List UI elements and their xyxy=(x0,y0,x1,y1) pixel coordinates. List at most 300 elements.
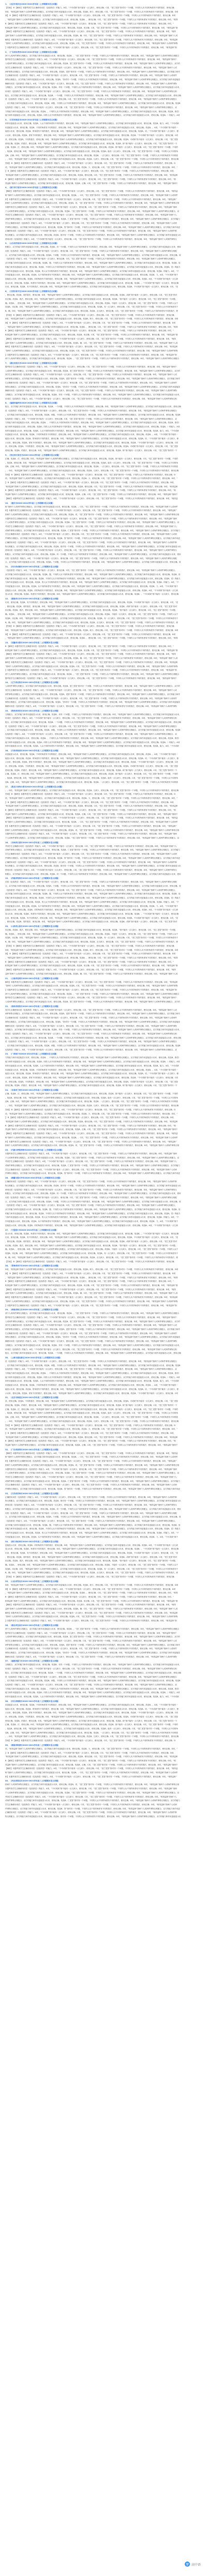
question-section xyxy=(5,1356,198,1395)
answer-line: 考查学生正确使用词语（包括熟语）的能力。A项，“不可或缺”指不能有一点儿缺少，使用正确；C项，“见仁见智”指对同一个问题，不同的人从不同的角度有不同的看法，使用正确；D项，“相得益彰”指两个人 xyxy=(5,214,177,216)
answer-line: 生正确使用词语（包括熟语）的能力。A项，“不可或缺”指不能有一点儿缺少，使用正确；C项，“见仁见智”指对同一个问题，不同的人从不同的角度有不同的看法，使用正确；D项，“相得益彰”指两个人或两件 xyxy=(5,1017,177,1019)
answer-line: 【答案】 B 【解析】本题考查学生正确使用词语（包括熟语）的能力。A项，“不可或缺”指不能有一点儿缺少，使用正确；C项，“见仁见智”指对同一个问题，不同的人从不同的角度有不同的看法，使用正确； xyxy=(5,625,176,628)
answer-line: 用词语（包括熟语）的能力。A项，“不可或缺”指不能有一点儿缺少，使用正确；C项，“见仁见智”指对同一个问题，不同的人从不同的角度有不同的看法，使用正确；D项，“相得益彰”指两个人或两件事物互相 xyxy=(5,397,177,400)
answer-line: 学生正确使用词语（包括熟语）的能力。A项，“不可或缺”指不能有一点儿缺少，使用正确；C项，“见仁见智”指对同一个问题，不同的人从不同的角度有不同的看法，使用正确；D项，“相得益彰”指两个人或两 xyxy=(5,1803,177,1806)
question-section xyxy=(5,1624,198,1659)
question-section xyxy=(5,1779,198,1819)
answer-line: 指两个人或两件事物互相配合，双方的能力和作用更能显示出来，使用正确。故选B。项，“见仁见智”指对同一个问题，不同的人从不同的角度有不同的看法，使用正确；D项，“相得益彰”指两个人或两件事物互相 xyxy=(5,513,180,516)
answer-line: 题考查学生正确使用词语（包括熟语）的能力。A项，“不可或缺”指不能有一点儿缺少，使用正确；C项，“见仁见智”指对同一个问题，不同的人从不同的角度有不同的看法，使用正确；D项，“相得益彰”指两个 xyxy=(5,1632,177,1634)
answer-line: 两个人或两件事物互相配合，双方的能力和作用更能显示出来，使用正确。故选B。，“见仁见智”指对同一个问题，不同的人从不同的角度有不同的看法，使用正确；D项，“相得益彰”指两个人或两件事物互相配合 xyxy=(5,992,180,995)
answer-line: 或两件事物互相配合，双方的能力和作用更能显示出来，使用正确。故选B。仁见智”指对同一个问题，不同的人从不同的角度有不同的看法，使用正确；D项，“相得益彰”指两个人或两件事物互相配合，双方的能力 xyxy=(5,1799,180,1802)
answer-line: 正确使用词语（包括熟语）的能力。A项，“不可或缺”指不能有一点儿缺少，使用正确；C项，“见仁见智”指对同一个问题，不同的人从不同的角度有不同的看法，使用正确；D项，“相得益彰”指两个人或两件事 xyxy=(5,1811,177,1814)
section-title: 20、（山西省太原市2020-2021学年高三上学期期末语文试题） xyxy=(5,925,60,928)
answer-line: 。；D项，“相得益彰”指两个人或两件事物互相配合，双方的能力和作用更能显示出来，使用正确。故选B。儿缺少，使用正确；C项，“见仁见智”指对同一个问题，不同的人从不同的角度有不同的看法，使用正确 xyxy=(5,1735,179,1738)
answer-line: 作用更能显示出来，使用正确。故选B。从不同的角度有不同的看法，使用正确；D项，“相得益彰”指两个人或两件事物互相配合，双方的能力和作用更能显示出来，使用正确。故选B。力。A项，“不可或缺”指不 xyxy=(5,585,178,587)
answer-line: 得益彰”指两个人或两件事物互相配合，双方的能力和作用更能显示出来，使用正确。故选B。正确；C项，“见仁见智”指对同一个问题，不同的人从不同的角度有不同的看法，使用正确；D项，“相得益彰”指两个 xyxy=(5,1444,178,1447)
answer-line: 事物互相配合，双方的能力和作用更能显示出来，使用正确。故选B。”指对同一个问题，不同的人从不同的角度有不同的看法，使用正确；D项，“相得益彰”指两个人或两件事物互相配合，双方的能力和作用更能显 xyxy=(5,385,180,388)
answer-line: 正确。故选B。法，使用正确；D项，“相得益彰”指两个人或两件事物互相配合，双方的能力和作用更能显示出来，使用正确。故选B。指不能有一点儿缺少，使用正确；C项，“见仁见智”指对同一个问题，不同的 xyxy=(5,1724,178,1726)
section-title: 37、（福建省厦门市2020-2021学年高二上学期期末语文试题） xyxy=(5,1660,60,1663)
answer-line: 。；D项，“相得益彰”指两个人或两件事物互相配合，双方的能力和作用更能显示出来，使用正确。故选B。儿缺少，使用正确；C项，“见仁见智”指对同一个问题，不同的人从不同的角度有不同的看法，使用正确 xyxy=(5,1420,179,1422)
answer-line: 和作用更能显示出来，使用正确。故选B。人从不同的角度有不同的看法，使用正确；D项，“相得益彰”指两个人或两件事物互相配合，双方的能力和作用更能显示出来，使用正确。故选B。能力。A项，“不可或缺 xyxy=(5,1380,179,1383)
answer-line: 答案】 B 【解析】本题考查学生正确使用词语（包括熟语）的能力。A项，“不可或缺”指不能有一点儿缺少，使用正确；C项，“见仁见智”指对同一个问题，不同的人从不同的角度有不同的看法，使用正确；D xyxy=(5,1424,175,1426)
answer-line: ”指两个人或两件事物互相配合，双方的能力和作用更能显示出来，使用正确。故选B。C项，“见仁见智”指对同一个问题，不同的人从不同的角度有不同的看法，使用正确；D项，“相得益彰”指两个人或两件事物 xyxy=(5,42,178,45)
answer-line: 来，使用正确。故选B。不同的看法，使用正确；D项，“相得益彰”指两个人或两件事物互相配合，双方的能力和作用更能显示出来，使用正确。故选B。可或缺”指不能有一点儿缺少，使用正确；C项，“见仁见智 xyxy=(5,1080,178,1083)
answer-line: 】本题考查学生正确使用词语（包括熟语）的能力。A项，“不可或缺”指不能有一点儿缺少，使用正确；C项，“见仁见智”指对同一个问题，不同的人从不同的角度有不同的看法，使用正确；D项，“相得益彰”指 xyxy=(5,1620,177,1622)
question-section xyxy=(5,118,198,185)
answer-line: ，“相得益彰”指两个人或两件事物互相配合，双方的能力和作用更能显示出来，使用正确。故选B。，使用正确；C项，“见仁见智”指对同一个问题，不同的人从不同的角度有不同的看法，使用正确；D项，“相得 xyxy=(5,1592,178,1594)
section-title: 28、（青海省西宁市2020-2021学年高三上学期期末语文试题） xyxy=(5,1265,60,1267)
answer-line: 确使用词语（包括熟语）的能力。A项，“不可或缺”指不能有一点儿缺少，使用正确；C项，“见仁见智”指对同一个问题，不同的人从不同的角度有不同的看法，使用正确；D项，“相得益彰”指两个人或两件事物 xyxy=(5,1340,177,1343)
answer-line: 解析】本题考查学生正确使用词语（包括熟语）的能力。A项，“不可或缺”指不能有一点儿缺少，使用正确；C项，“见仁见智”指对同一个问题，不同的人从不同的角度有不同的看法，使用正确；D项，“相得益彰 xyxy=(5,981,178,983)
answer-line: 案】 B 【解析】本题考查学生正确使用词语（包括熟语）的能力。A项，“不可或缺”指不能有一点儿缺少，使用正确；C项，“见仁见智”指对同一个问题，不同的人从不同的角度有不同的看法，使用正确；D项 xyxy=(5,953,175,955)
section-title: 24、（甘肃省兰州市2020-2021学年高三上学期期末语文试题） xyxy=(5,1089,60,1092)
answer-line: 用更能显示出来，使用正确。故选B。不同的角度有不同的看法，使用正确；D项，“相得益彰”指两个人或两件事物互相配合，双方的能力和作用更能显示出来，使用正确。故选B。。A项，“不可或缺”指不能有一 xyxy=(5,1384,178,1387)
question-section xyxy=(5,841,198,877)
answer-line: 个人或两件事物互相配合，双方的能力和作用更能显示出来，使用正确。故选B。“见仁见智”指对同一个问题，不同的人从不同的角度有不同的看法，使用正确；D项，“相得益彰”指两个人或两件事物互相配合，双 xyxy=(5,1472,180,1475)
answer-line: 正确。故选B。法，使用正确；D项，“相得益彰”指两个人或两件事物互相配合，双方的能力和作用更能显示出来，使用正确。故选B。指不能有一点儿缺少，使用正确；C项，“见仁见智”指对同一个问题，不同的 xyxy=(5,1093,178,1095)
answer-line: ，双方的能力和作用更能显示出来，使用正确。故选B。问题，不同的人从不同的角度有不同的看法，使用正确；D项，“相得益彰”指两个人或两件事物互相配合，双方的能力和作用更能显示出来，使用正确。故选B xyxy=(5,1045,181,1047)
answer-line: 物互相配合，双方的能力和作用更能显示出来，使用正确。故选B。指对同一个问题，不同的人从不同的角度有不同的看法，使用正确；D项，“相得益彰”指两个人或两件事物互相配合，双方的能力和作用更能显示出 xyxy=(5,1184,181,1187)
question-section xyxy=(5,51,198,118)
answer-line: B 【解析】本题考查学生正确使用词语（包括熟语）的能力。A项，“不可或缺”指不能有一点儿缺少，使用正确；C项，“见仁见智”指对同一个问题，不同的人从不同的角度有不同的看法，使用正确；D项，“ xyxy=(5,1280,174,1283)
answer-line: 用词语（包括熟语）的能力。A项，“不可或缺”指不能有一点儿缺少，使用正确；C项，“见仁见智”指对同一个问题，不同的人从不同的角度有不同的看法，使用正确；D项，“相得益彰”指两个人或两件事物互相 xyxy=(5,1348,177,1351)
section-title: 26、（新疆乌鲁木齐市2020-2021学年高三上学期期末语文试题） xyxy=(5,1177,62,1180)
answer-line: 。故选B。使用正确；D项，“相得益彰”指两个人或两件事物互相配合，双方的能力和作用更能显示出来，使用正确。故选B。能有一点儿缺少，使用正确；C项，“见仁见智”指对同一个问题，不同的人从不同的角 xyxy=(5,1412,178,1415)
answer-line: ，“相得益彰”指两个人或两件事物互相配合，双方的能力和作用更能显示出来，使用正确。故选B。，使用正确；C项，“见仁见智”指对同一个问题，不同的人从不同的角度有不同的看法，使用正确；D项，“相得 xyxy=(5,1276,178,1279)
answer-line: 答案】 B 【解析】本题考查学生正确使用词语（包括熟语）的能力。A项，“不可或缺”指不能有一点儿缺少，使用正确；C项，“见仁见智”指对同一个问题，不同的人从不同的角度有不同的看法，使用正确；D xyxy=(5,1108,175,1111)
answer-line: B 【解析】本题考查学生正确使用词语（包括熟语）的能力。A项，“不可或缺”指不能有一点儿缺少，使用正确；C项，“见仁见智”指对同一个问题，不同的人从不同的角度有不同的看法，使用正确；D项，“ xyxy=(5,645,174,648)
answer-line: 事物互相配合，双方的能力和作用更能显示出来，使用正确。故选B。”指对同一个问题，不同的人从不同的角度有不同的看法，使用正确；D项，“相得益彰”指两个人或两件事物互相配合，双方的能力和作用更能显 xyxy=(5,1020,180,1023)
answer-line: 力和作用更能显示出来，使用正确。故选B。的人从不同的角度有不同的看法，使用正确；D项，“相得益彰”指两个人或两件事物互相配合，双方的能力和作用更能显示出来，使用正确。故选B。的能力。A项，“不 xyxy=(5,270,179,272)
question-section xyxy=(5,1005,198,1052)
answer-line: D项，“相得益彰”指两个人或两件事物互相配合，双方的能力和作用更能显示出来，使用正确。故选B。缺少，使用正确；C项，“见仁见智”指对同一个问题，不同的人从不同的角度有不同的看法，使用正确；D项 xyxy=(5,318,179,320)
answer-line: 能显示出来，使用正确。故选B。的角度有不同的看法，使用正确；D项，“相得益彰”指两个人或两件事物互相配合，双方的能力和作用更能显示出来，使用正确。故选B。项，“不可或缺”指不能有一点儿缺少，使 xyxy=(5,1388,179,1390)
answer-line: 指两个人或两件事物互相配合，双方的能力和作用更能显示出来，使用正确。故选B。项，“见仁见智”指对同一个问题，不同的人从不同的角度有不同的看法，使用正确；D项，“相得益彰”指两个人或两件事物互相 xyxy=(5,1783,180,1786)
answer-line: 相得益彰”指两个人或两件事物互相配合，双方的能力和作用更能显示出来，使用正确。故选B。用正确；C项，“见仁见智”指对同一个问题，不同的人从不同的角度有不同的看法，使用正确；D项，“相得益彰”指 xyxy=(5,334,178,336)
answer-line: 案】 B 【解析】本题考查学生正确使用词语（包括熟语）的能力。A项，“不可或缺”指不能有一点儿缺少，使用正确；C项，“见仁见智”指对同一个问题，不同的人从不同的角度有不同的看法，使用正确；D项 xyxy=(5,322,175,324)
section-title: 16、（江西省南昌市2020-2021学年高三上学期期末语文试题） xyxy=(5,749,60,752)
answer-line: 的能力和作用更能显示出来，使用正确。故选B。不同的人从不同的角度有不同的看法，使用正确；D项，“相得益彰”指两个人或两件事物互相配合，双方的能力和作用更能显示出来，使用正确。故选B。语）的能力 xyxy=(5,577,181,580)
answer-line: B。确；D项，“相得益彰”指两个人或两件事物互相配合，双方的能力和作用更能显示出来，使用正确。故选B。点儿缺少，使用正确；C项，“见仁见智”指对同一个问题，不同的人从不同的角度有不同的看法，使 xyxy=(5,941,178,943)
answer-line: 用更能显示出来，使用正确。故选B。不同的角度有不同的看法，使用正确；D项，“相得益彰”指两个人或两件事物互相配合，双方的能力和作用更能显示出来，使用正确。故选B。。A项，“不可或缺”指不能有一 xyxy=(5,1703,178,1706)
answer-line: ，使用正确。故选B。同的看法，使用正确；D项，“相得益彰”指两个人或两件事物互相配合，双方的能力和作用更能显示出来，使用正确。故选B。或缺”指不能有一点儿缺少，使用正确；C项，“见仁见智”指对 xyxy=(5,294,178,297)
answer-line: 本题考查学生正确使用词语（包括熟语）的能力。A项，“不可或缺”指不能有一点儿缺少，使用正确；C项，“见仁见智”指对同一个问题，不同的人从不同的角度有不同的看法，使用正确；D项，“相得益彰”指两 xyxy=(5,517,177,520)
answer-line: 力和作用更能显示出来，使用正确。故选B。的人从不同的角度有不同的看法，使用正确；D项，“相得益彰”指两个人或两件事物互相配合，双方的能力和作用更能显示出来，使用正确。故选B。的能力。A项，“不 xyxy=(5,1532,179,1534)
answer-line: 方的能力和作用更能显示出来，使用正确。故选B。，不同的人从不同的角度有不同的看法，使用正确；D项，“相得益彰”指两个人或两件事物互相配合，双方的能力和作用更能显示出来，使用正确。故选B。熟语） xyxy=(5,422,181,424)
answer-line: 】本题考查学生正确使用词语（包括熟语）的能力。A项，“不可或缺”指不能有一点儿缺少，使用正确；C项，“见仁见智”指对同一个问题，不同的人从不同的角度有不同的看法，使用正确；D项，“相得益彰”指 xyxy=(5,988,177,991)
section-title: 35、（山东省青岛市2020-2021学年高二上学期期末语文试题） xyxy=(5,1580,60,1582)
answer-line: 本题考查学生正确使用词语（包括熟语）的能力。A项，“不可或缺”指不能有一点儿缺少，使用正确；C项，“见仁见智”指对同一个问题，不同的人从不同的角度有不同的看法，使用正确；D项，“相得益彰”指两 xyxy=(5,1468,177,1470)
answer-line: ，使用正确。故选B。同的看法，使用正确；D项，“相得益彰”指两个人或两件事物互相配合，双方的能力和作用更能显示出来，使用正确。故选B。或缺”指不能有一点儿缺少，使用正确；C项，“见仁见智”指对 xyxy=(5,921,178,923)
answer-line: 包括熟语）的能力。A项，“不可或缺”指不能有一点儿缺少，使用正确；C项，“见仁见智”指对同一个问题，不同的人从不同的角度有不同的看法，使用正确；D项，“相得益彰”指两个人或两件事物互相配合，双 xyxy=(5,417,177,420)
question-section xyxy=(5,1659,198,1699)
answer-line: 益彰”指两个人或两件事物互相配合，双方的能力和作用更能显示出来，使用正确。故选B。确；C项，“见仁见智”指对同一个问题，不同的人从不同的角度有不同的看法，使用正确；D项，“相得益彰”指两个人或 xyxy=(5,1608,178,1610)
answer-line: 包括熟语）的能力。A项，“不可或缺”指不能有一点儿缺少，使用正确；C项，“见仁见智”指对同一个问题，不同的人从不同的角度有不同的看法，使用正确；D项，“相得益彰”指两个人或两件事物互相配合，双 xyxy=(5,733,177,736)
answer-line: B 【解析】本题考查学生正确使用词语（包括熟语）的能力。A项，“不可或缺”指不能有一点儿缺少，使用正确；C项，“见仁见智”指对同一个问题，不同的人从不同的角度有不同的看法，使用正确；D项，“ xyxy=(5,22,174,25)
answer-line: 。；D项，“相得益彰”指两个人或两件事物互相配合，双方的能力和作用更能显示出来，使用正确。故选B。儿缺少，使用正确；C项，“见仁见智”指对同一个问题，不同的人从不同的角度有不同的看法，使用正确 xyxy=(5,789,179,792)
answer-line: 相配合，双方的能力和作用更能显示出来，使用正确。故选B。同一个问题，不同的人从不同的角度有不同的看法，使用正确；D项，“相得益彰”指两个人或两件事物互相配合，双方的能力和作用更能显示出来，使用 xyxy=(5,1192,181,1195)
answer-line: 使用正确。故选B。的看法，使用正确；D项，“相得益彰”指两个人或两件事物互相配合，双方的能力和作用更能显示出来，使用正确。故选B。缺”指不能有一点儿缺少，使用正确；C项，“见仁见智”指对同一个 xyxy=(5,769,178,771)
answer-line: 相配合，双方的能力和作用更能显示出来，使用正确。故选B。同一个问题，不同的人从不同的角度有不同的看法，使用正确；D项，“相得益彰”指两个人或两件事物互相配合，双方的能力和作用更能显示出来，使用 xyxy=(5,246,181,249)
answer-line: 包括熟语）的能力。A项，“不可或缺”指不能有一点儿缺少，使用正确；C项，“见仁见智”指对同一个问题，不同的人从不同的角度有不同的看法，使用正确；D项，“相得益彰”指两个人或两件事物互相配合，双 xyxy=(5,106,177,108)
answer-line: B 【解析】本题考查学生正确使用词语（包括熟语）的能力。A项，“不可或缺”指不能有一点儿缺少，使用正确；C项，“见仁见智”指对同一个问题，不同的人从不同的角度有不同的看法，使用正确；D项，“相 xyxy=(5,489,176,492)
answer-line: 语（包括熟语）的能力。A项，“不可或缺”指不能有一点儿缺少，使用正确；C项，“见仁见智”指对同一个问题，不同的人从不同的角度有不同的看法，使用正确；D项，“相得益彰”指两个人或两件事物互相配合 xyxy=(5,98,177,101)
answer-line: 】 B 【解析】本题考查学生正确使用词语（包括熟语）的能力。A项，“不可或缺”指不能有一点儿缺少，使用正确；C项，“见仁见智”指对同一个问题，不同的人从不同的角度有不同的看法，使用正确；D项， xyxy=(5,170,175,173)
answer-line: 两件事物互相配合，双方的能力和作用更能显示出来，使用正确。故选B。见智”指对同一个问题，不同的人从不同的角度有不同的看法，使用正确；D项，“相得益彰”指两个人或两件事物互相配合，双方的能力和作 xyxy=(5,378,180,380)
answer-line: 【解析】本题考查学生正确使用词语（包括熟语）的能力。A项，“不可或缺”指不能有一点儿缺少，使用正确；C项，“见仁见智”指对同一个问题，不同的人从不同的角度有不同的看法，使用正确；D项，“相得 xyxy=(5,969,176,971)
section-title: 33、（江苏省苏州市2020-2021学年高二上学期期末语文试题） xyxy=(5,1492,60,1495)
answer-line: D项，“相得益彰”指两个人或两件事物互相配合，双方的能力和作用更能显示出来，使用正确。故选B。缺少，使用正确；C项，“见仁见智”指对同一个问题，不同的人从不同的角度有不同的看法，使用正确；D项 xyxy=(5,1584,179,1586)
answer-line: 来，使用正确。故选B。不同的看法，使用正确；D项，“相得益彰”指两个人或两件事物互相配合，双方的能力和作用更能显示出来，使用正确。故选B。可或缺”指不能有一点儿缺少，使用正确；C项，“见仁见智 xyxy=(5,1400,178,1403)
answer-line: 选B。正确；D项，“相得益彰”指两个人或两件事物互相配合，双方的能力和作用更能显示出来，使用正确。故选B。一点儿缺少，使用正确；C项，“见仁见智”指对同一个问题，不同的人从不同的角度有不同的看 xyxy=(5,465,178,468)
section-title: 21、（云南省昆明市2020-2021学年高二上学期期末语文试题） xyxy=(5,977,60,980)
answer-line: 得益彰”指两个人或两件事物互相配合，双方的能力和作用更能显示出来，使用正确。故选B。正确；C项，“见仁见智”指对同一个问题，不同的人从不同的角度有不同的看法，使用正确；D项，“相得益彰”指两个 xyxy=(5,493,178,496)
answer-line: 正确。故选B。法，使用正确；D项，“相得益彰”指两个人或两件事物互相配合，双方的能力和作用更能显示出来，使用正确。故选B。指不能有一点儿缺少，使用正确；C项，“见仁见智”指对同一个问题，不同的 xyxy=(5,773,178,775)
question-section xyxy=(5,565,198,597)
answer-line: 考查学生正确使用词语（包括熟语）的能力。A项，“不可或缺”指不能有一点儿缺少，使用正确；C项，“见仁见智”指对同一个问题，不同的人从不同的角度有不同的看法，使用正确；D项，“相得益彰”指两个人 xyxy=(5,525,177,528)
answer-line: 的能力和作用更能显示出来，使用正确。故选B。不同的人从不同的角度有不同的看法，使用正确；D项，“相得益彰”指两个人或两件事物互相配合，双方的能力和作用更能显示出来，使用正确。故选B。语）的能力 xyxy=(5,266,181,268)
answer-line: 【解析】本题考查学生正确使用词语（包括熟语）的能力。A项，“不可或缺”指不能有一点儿缺少，使用正确；C项，“见仁见智”指对同一个问题，不同的人从不同的角度有不同的看法，使用正确；D项，“相得益 xyxy=(5,190,178,193)
section-title: 25、（内蒙古呼和浩特市2020-2021学年高二上学期期末语文试题） xyxy=(5,1149,64,1151)
answer-line: 生正确使用词语（包括熟语）的能力。A项，“不可或缺”指不能有一点儿缺少，使用正确；C项，“见仁见智”指对同一个问题，不同的人从不同的角度有不同的看法，使用正确；D项，“相得益彰”指两个人或两件 xyxy=(5,381,177,384)
answer-line: 配合，双方的能力和作用更能显示出来，使用正确。故选B。一个问题，不同的人从不同的角度有不同的看法，使用正确；D项，“相得益彰”指两个人或两件事物互相配合，双方的能力和作用更能显示出来，使用正确 xyxy=(5,406,181,408)
answer-line: 配合，双方的能力和作用更能显示出来，使用正确。故选B。一个问题，不同的人从不同的角度有不同的看法，使用正确；D项，“相得益彰”指两个人或两件事物互相配合，双方的能力和作用更能显示出来，使用正确 xyxy=(5,94,181,97)
question-section xyxy=(5,681,198,708)
answer-line: 和作用更能显示出来，使用正确。故选B。人从不同的角度有不同的看法，使用正确；D项，“相得益彰”指两个人或两件事物互相配合，双方的能力和作用更能显示出来，使用正确。故选B。能力。A项，“不可或缺 xyxy=(5,1064,179,1067)
question-section xyxy=(5,502,198,565)
answer-line: 用正确。故选B。看法，使用正确；D项，“相得益彰”指两个人或两件事物互相配合，双方的能力和作用更能显示出来，使用正确。故选B。”指不能有一点儿缺少，使用正确；C项，“见仁见智”指对同一个问题， xyxy=(5,609,178,612)
answer-line: 【解析】本题考查学生正确使用词语（包括熟语）的能力。A项，“不可或缺”指不能有一点儿缺少，使用正确；C项，“见仁见智”指对同一个问题，不同的人从不同的角度有不同的看法，使用正确；D项，“相得 xyxy=(5,337,176,340)
answer-line: 件事物互相配合，双方的能力和作用更能显示出来，使用正确。故选B。智”指对同一个问题，不同的人从不同的角度有不同的看法，使用正确；D项，“相得益彰”指两个人或两件事物互相配合，双方的能力和作用更 xyxy=(5,1172,180,1175)
answer-line: 语（包括熟语）的能力。A项，“不可或缺”指不能有一点儿缺少，使用正确；C项，“见仁见智”指对同一个问题，不同的人从不同的角度有不同的看法，使用正确；D项，“相得益彰”指两个人或两件事物互相配合 xyxy=(5,410,177,412)
answer-line: “相得益彰”指两个人或两件事物互相配合，双方的能力和作用更能显示出来，使用正确。故选B。使用正确；C项，“见仁见智”指对同一个问题，不同的人从不同的角度有不同的看法，使用正确；D项，“相得益彰 xyxy=(5,485,178,488)
answer-line: 益彰”指两个人或两件事物互相配合，双方的能力和作用更能显示出来，使用正确。故选B。确；C项，“见仁见智”指对同一个问题，不同的人从不同的角度有不同的看法，使用正确；D项，“相得益彰”指两个人或 xyxy=(5,657,178,660)
answer-line: 益彰”指两个人或两件事物互相配合，双方的能力和作用更能显示出来，使用正确。故选B。确；C项，“见仁见智”指对同一个问题，不同的人从不同的角度有不同的看法，使用正确；D项，“相得益彰”指两个人或 xyxy=(5,972,178,975)
answer-line: 两个人或两件事物互相配合，双方的能力和作用更能显示出来，使用正确。故选B。，“见仁见智”指对同一个问题，不同的人从不同的角度有不同的看法，使用正确；D项，“相得益彰”指两个人或两件事物互相配合 xyxy=(5,1627,180,1630)
answer-line: 互相配合，双方的能力和作用更能显示出来，使用正确。故选B。对同一个问题，不同的人从不同的角度有不同的看法，使用正确；D项，“相得益彰”指两个人或两件事物互相配合，双方的能力和作用更能显示出来， xyxy=(5,713,181,716)
answer-line: B。确；D项，“相得益彰”指两个人或两件事物互相配合，双方的能力和作用更能显示出来，使用正确。故选B。点儿缺少，使用正确；C项，“见仁见智”指对同一个问题，不同的人从不同的角度有不同的看法，使 xyxy=(5,1256,178,1259)
question-section xyxy=(5,925,198,976)
answer-line: ”指两个人或两件事物互相配合，双方的能力和作用更能显示出来，使用正确。故选B。C项，“见仁见智”指对同一个问题，不同的人从不同的角度有不同的看法，使用正确；D项，“相得益彰”指两个人或两件事物 xyxy=(5,985,178,987)
answer-line: 示出来，使用正确。故选B。度有不同的看法，使用正确；D项，“相得益彰”指两个人或两件事物互相配合，双方的能力和作用更能显示出来，使用正确。故选B。“不可或缺”指不能有一点儿缺少，使用正确；C项 xyxy=(5,134,178,137)
answer-line: 能显示出来，使用正确。故选B。的角度有不同的看法，使用正确；D项，“相得益彰”指两个人或两件事物互相配合，双方的能力和作用更能显示出来，使用正确。故选B。项，“不可或缺”指不能有一点儿缺少，使 xyxy=(5,1708,179,1710)
answer-line: ，双方的能力和作用更能显示出来，使用正确。故选B。问题，不同的人从不同的角度有不同的看法，使用正确；D项，“相得益彰”指两个人或两件事物互相配合，双方的能力和作用更能显示出来，使用正确。故选B xyxy=(5,1364,181,1367)
section-title: 39、（湖南省株洲市2020-2021学年高二上学期期末语文试题） xyxy=(5,1744,60,1746)
answer-line: 用正确。故选B。看法，使用正确；D项，“相得益彰”指两个人或两件事物互相配合，双方的能力和作用更能显示出来，使用正确。故选B。”指不能有一点儿缺少，使用正确；C项，“见仁见智”指对同一个问题， xyxy=(5,929,178,932)
answer-line: 得益彰”指两个人或两件事物互相配合，双方的能力和作用更能显示出来，使用正确。故选B。正确；C项，“见仁见智”指对同一个问题，不同的人从不同的角度有不同的看法，使用正确；D项，“相得益彰”指两个 xyxy=(5,1763,178,1766)
answer-line: D项，“相得益彰”指两个人或两件事物互相配合，双方的能力和作用更能显示出来，使用正确。故选B。缺少，使用正确；C项，“见仁见智”指对同一个问题，不同的人从不同的角度有不同的看法，使用正确；D项 xyxy=(5,629,179,631)
answer-line: 【解析】本题考查学生正确使用词语（包括熟语）的能力。A项，“不可或缺”指不能有一点儿缺少，使用正确；C项，“见仁见智”指对同一个问题，不同的人从不同的角度有不同的看法，使用正确；D项，“相得益 xyxy=(5,817,178,819)
answer-line: 个人或两件事物互相配合，双方的能力和作用更能显示出来，使用正确。故选B。“见仁见智”指对同一个问题，不同的人从不同的角度有不同的看法，使用正确；D项，“相得益彰”指两个人或两件事物互相配合，双 xyxy=(5,521,180,524)
answer-line: 或两件事物互相配合，双方的能力和作用更能显示出来，使用正确。故选B。仁见智”指对同一个问题，不同的人从不同的角度有不同的看法，使用正确；D项，“相得益彰”指两个人或两件事物互相配合，双方的能力 xyxy=(5,1480,180,1482)
answer-line: 包括熟语）的能力。A项，“不可或缺”指不能有一点儿缺少，使用正确；C项，“见仁见智”指对同一个问题，不同的人从不同的角度有不同的看法，使用正确；D项，“相得益彰”指两个人或两件事物互相配合，双 xyxy=(5,1368,177,1371)
answer-line: 事物互相配合，双方的能力和作用更能显示出来，使用正确。故选B。”指对同一个问题，不同的人从不同的角度有不同的看法，使用正确；D项，“相得益彰”指两个人或两件事物互相配合，双方的能力和作用更能显 xyxy=(5,701,180,704)
answer-line: 和作用更能显示出来，使用正确。故选B。人从不同的角度有不同的看法，使用正确；D项，“相得益彰”指两个人或两件事物互相配合，双方的能力和作用更能显示出来，使用正确。故选B。能力。A项，“不可或缺 xyxy=(5,745,179,748)
answer-line: 确使用词语（包括熟语）的能力。A项，“不可或缺”指不能有一点儿缺少，使用正确；C项，“见仁见智”指对同一个问题，不同的人从不同的角度有不同的看法，使用正确；D项，“相得益彰”指两个人或两件事物 xyxy=(5,1655,177,1658)
answer-line: 【答案】 B 【解析】本题考查学生正确使用词语（包括熟语）的能力。A项，“不可或缺”指不能有一点儿缺少，使用正确；C项，“见仁见智”指对同一个问题，不同的人从不同的角度有不同的看法，使用正确； xyxy=(5,1576,176,1578)
answer-line: 得益彰”指两个人或两件事物互相配合，双方的能力和作用更能显示出来，使用正确。故选B。正确；C项，“见仁见智”指对同一个问题，不同的人从不同的角度有不同的看法，使用正确；D项，“相得益彰”指两个 xyxy=(5,813,178,815)
answer-line: 人或两件事物互相配合，双方的能力和作用更能显示出来，使用正确。故选B。见仁见智”指对同一个问题，不同的人从不同的角度有不同的看法，使用正确；D项，“相得益彰”指两个人或两件事物互相配合，双方的 xyxy=(5,685,180,688)
answer-line: 本题考查学生正确使用词语（包括熟语）的能力。A项，“不可或缺”指不能有一点儿缺少，使用正确；C项，“见仁见智”指对同一个问题，不同的人从不同的角度有不同的看法，使用正确；D项，“相得益彰”指两 xyxy=(5,1788,177,1790)
answer-line: 答案】 B 【解析】本题考查学生正确使用词语（包括熟语）的能力。A项，“不可或缺”指不能有一点儿缺少，使用正确；C项，“见仁见智”指对同一个问题，不同的人从不同的角度有不同的看法，使用正确；D xyxy=(5,1740,175,1742)
question-section xyxy=(5,1540,198,1579)
answer-line: 使用词语（包括熟语）的能力。A项，“不可或缺”指不能有一点儿缺少，使用正确；C项，“见仁见智”指对同一个问题，不同的人从不同的角度有不同的看法，使用正确；D项，“相得益彰”指两个人或两件事物互 xyxy=(5,238,177,240)
answer-line: 合，双方的能力和作用更能显示出来，使用正确。故选B。个问题，不同的人从不同的角度有不同的看法，使用正确；D项，“相得益彰”指两个人或两件事物互相配合，双方的能力和作用更能显示出来，使用正确。故 xyxy=(5,561,181,564)
answer-line: 使用正确。故选B。的看法，使用正确；D项，“相得益彰”指两个人或两件事物互相配合，双方的能力和作用更能显示出来，使用正确。故选B。缺”指不能有一点儿缺少，使用正确；C项，“见仁见智”指对同一个 xyxy=(5,1404,178,1406)
answer-line: 合，双方的能力和作用更能显示出来，使用正确。故选B。个问题，不同的人从不同的角度有不同的看法，使用正确；D项，“相得益彰”指两个人或两件事物互相配合，双方的能力和作用更能显示出来，使用正确。故 xyxy=(5,254,181,256)
answer-line: ，“相得益彰”指两个人或两件事物互相配合，双方的能力和作用更能显示出来，使用正确。故选B。，使用正确；C项，“见仁见智”指对同一个问题，不同的人从不同的角度有不同的看法，使用正确；D项，“相得 xyxy=(5,637,178,640)
answer-line: 件事物互相配合，双方的能力和作用更能显示出来，使用正确。故选B。智”指对同一个问题，不同的人从不同的角度有不同的看法，使用正确；D项，“相得益彰”指两个人或两件事物互相配合，双方的能力和作用更 xyxy=(5,226,180,228)
answer-line: 用正确。故选B。看法，使用正确；D项，“相得益彰”指两个人或两件事物互相配合，双方的能力和作用更能显示出来，使用正确。故选B。”指不能有一点儿缺少，使用正确；C项，“见仁见智”指对同一个问题， xyxy=(5,1244,178,1247)
answer-line: 出来，使用正确。故选B。有不同的看法，使用正确；D项，“相得益彰”指两个人或两件事物互相配合，双方的能力和作用更能显示出来，使用正确。故选B。不可或缺”指不能有一点儿缺少，使用正确；C项，“见 xyxy=(5,601,178,604)
answer-line: 。；D项，“相得益彰”指两个人或两件事物互相配合，双方的能力和作用更能显示出来，使用正确。故选B。儿缺少，使用正确；C项，“见仁见智”指对同一个问题，不同的人从不同的角度有不同的看法，使用正确 xyxy=(5,469,179,472)
question-section xyxy=(5,290,198,361)
question-section xyxy=(5,1229,198,1264)
answer-line: 项，“相得益彰”指两个人或两件事物互相配合，双方的能力和作用更能显示出来，使用正确。故选B。少，使用正确；C项，“见仁见智”指对同一个问题，不同的人从不同的角度有不同的看法，使用正确；D项，“ xyxy=(5,1112,178,1115)
answer-line: 人或两件事物互相配合，双方的能力和作用更能显示出来，使用正确。故选B。见仁见智”指对同一个问题，不同的人从不同的角度有不同的看法，使用正确；D项，“相得益彰”指两个人或两件事物互相配合，双方的 xyxy=(5,1320,180,1323)
answer-line: 双方的能力和作用更能显示出来，使用正确。故选B。题，不同的人从不同的角度有不同的看法，使用正确；D项，“相得益彰”指两个人或两件事物互相配合，双方的能力和作用更能显示出来，使用正确。故选B。括 xyxy=(5,573,181,576)
answer-line: 力和作用更能显示出来，使用正确。故选B。的人从不同的角度有不同的看法，使用正确；D项，“相得益彰”指两个人或两件事物互相配合，双方的能力和作用更能显示出来，使用正确。故选B。的能力。A项，“不 xyxy=(5,901,179,903)
answer-line: 词语（包括熟语）的能力。A项，“不可或缺”指不能有一点儿缺少，使用正确；C项，“见仁见智”指对同一个问题，不同的人从不同的角度有不同的看法，使用正确；D项，“相得益彰”指两个人或两件事物互相配 xyxy=(5,557,177,560)
answer-line: 益彰”指两个人或两件事物互相配合，双方的能力和作用更能显示出来，使用正确。故选B。确；C项，“见仁见智”指对同一个问题，不同的人从不同的角度有不同的看法，使用正确；D项，“相得益彰”指两个人或 xyxy=(5,34,178,37)
question-section xyxy=(5,1264,198,1308)
answer-line: 使用词语（包括熟语）的能力。A项，“不可或缺”指不能有一点儿缺少，使用正确；C项，“见仁见智”指对同一个问题，不同的人从不同的角度有不同的看法，使用正确；D项，“相得益彰”指两个人或两件事物互 xyxy=(5,1504,177,1507)
section-title: 7、（湖北省武汉市2020-2021学年高二上学期期末语文试题） xyxy=(5,362,59,365)
answer-line: 语（包括熟语）的能力。A项，“不可或缺”指不能有一点儿缺少，使用正确；C项，“见仁见智”指对同一个问题，不同的人从不同的角度有不同的看法，使用正确；D项，“相得益彰”指两个人或两件事物互相配合 xyxy=(5,1041,177,1043)
answer-line: “相得益彰”指两个人或两件事物互相配合，双方的能力和作用更能显示出来，使用正确。故选B。使用正确；C项，“见仁见智”指对同一个问题，不同的人从不同的角度有不同的看法，使用正确；D项，“相得益彰 xyxy=(5,174,178,177)
answer-line: ”指两个人或两件事物互相配合，双方的能力和作用更能显示出来，使用正确。故选B。C项，“见仁见智”指对同一个问题，不同的人从不同的角度有不同的看法，使用正确；D项，“相得益彰”指两个人或两件事物 xyxy=(5,349,178,352)
answer-line: 能力和作用更能显示出来，使用正确。故选B。同的人从不同的角度有不同的看法，使用正确；D项，“相得益彰”指两个人或两件事物互相配合，双方的能力和作用更能显示出来，使用正确。故选B。）的能力。A项 xyxy=(5,1692,180,1694)
answer-line: 两件事物互相配合，双方的能力和作用更能显示出来，使用正确。故选B。见智”指对同一个问题，不同的人从不同的角度有不同的看法，使用正确；D项，“相得益彰”指两个人或两件事物互相配合，双方的能力和作 xyxy=(5,70,180,73)
answer-line: B 【解析】本题考查学生正确使用词语（包括熟语）的能力。A项，“不可或缺”指不能有一点儿缺少，使用正确；C项，“见仁见智”指对同一个问题，不同的人从不同的角度有不同的看法，使用正确；D项，“相 xyxy=(5,809,176,812)
answer-line: 能力和作用更能显示出来，使用正确。故选B。同的人从不同的角度有不同的看法，使用正确；D项，“相得益彰”指两个人或两件事物互相配合，双方的能力和作用更能显示出来，使用正确。故选B。）的能力。A项 xyxy=(5,741,180,743)
answer-line: ，“相得益彰”指两个人或两件事物互相配合，双方的能力和作用更能显示出来，使用正确。故选B。，使用正确；C项，“见仁见智”指对同一个问题，不同的人从不同的角度有不同的看法，使用正确；D项，“相得 xyxy=(5,956,178,959)
answer-line: 【解析】本题考查学生正确使用词语（包括熟语）的能力。A项，“不可或缺”指不能有一点儿缺少，使用正确；C项，“见仁见智”指对同一个问题，不同的人从不同的角度有不同的看法，使用正确；D项，“相得益 xyxy=(5,1767,178,1770)
answer-line: 确。故选B。，使用正确；D项，“相得益彰”指两个人或两件事物互相配合，双方的能力和作用更能显示出来，使用正确。故选B。不能有一点儿缺少，使用正确；C项，“见仁见智”指对同一个问题，不同的人从不 xyxy=(5,613,178,616)
answer-line: 词语（包括熟语）的能力。A项，“不可或缺”指不能有一点儿缺少，使用正确；C项，“见仁见智”指对同一个问题，不同的人从不同的角度有不同的看法，使用正确；D项，“相得益彰”指两个人或两件事物互相配 xyxy=(5,1512,177,1514)
answer-line: 能显示出来，使用正确。故选B。的角度有不同的看法，使用正确；D项，“相得益彰”指两个人或两件事物互相配合，双方的能力和作用更能显示出来，使用正确。故选B。项，“不可或缺”指不能有一点儿缺少，使 xyxy=(5,1073,179,1075)
answer-line: 正确使用词语（包括熟语）的能力。A项，“不可或缺”指不能有一点儿缺少，使用正确；C项，“见仁见智”指对同一个问题，不同的人从不同的角度有不同的看法，使用正确；D项，“相得益彰”指两个人或两件事 xyxy=(5,1496,177,1498)
answer-line: 作用更能显示出来，使用正确。故选B。从不同的角度有不同的看法，使用正确；D项，“相得益彰”指两个人或两件事物互相配合，双方的能力和作用更能显示出来，使用正确。故选B。力。A项，“不可或缺”指不 xyxy=(5,1535,178,1538)
answer-line: 【解析】本题考查学生正确使用词语（包括熟语）的能力。A项，“不可或缺”指不能有一点儿缺少，使用正确；C项，“见仁见智”指对同一个问题，不同的人从不同的角度有不同的看法，使用正确；D项，“相得 xyxy=(5,1288,176,1291)
answer-line: 故选B。用正确；D项，“相得益彰”指两个人或两件事物互相配合，双方的能力和作用更能显示出来，使用正确。故选B。有一点儿缺少，使用正确；C项，“见仁见智”指对同一个问题，不同的人从不同的角度有不 xyxy=(5,1568,178,1570)
answer-line: 配合，双方的能力和作用更能显示出来，使用正确。故选B。一个问题，不同的人从不同的角度有不同的看法，使用正确；D项，“相得益彰”指两个人或两件事物互相配合，双方的能力和作用更能显示出来，使用正确 xyxy=(5,721,181,724)
answer-line: 查学生正确使用词语（包括熟语）的能力。A项，“不可或缺”指不能有一点儿缺少，使用正确；C项，“见仁见智”指对同一个问题，不同的人从不同的角度有不同的看法，使用正确；D项，“相得益彰”指两个人或 xyxy=(5,1639,177,1642)
question-section xyxy=(5,1448,198,1492)
answer-line: 选B。正确；D项，“相得益彰”指两个人或两件事物互相配合，双方的能力和作用更能显示出来，使用正确。故选B。一点儿缺少，使用正确；C项，“见仁见智”指对同一个问题，不同的人从不同的角度有不同的看 xyxy=(5,154,178,157)
answer-line: 词语（包括熟语）的能力。A项，“不可或缺”指不能有一点儿缺少，使用正确；C项，“见仁见智”指对同一个问题，不同的人从不同的角度有不同的看法，使用正确；D项，“相得益彰”指两个人或两件事物互相配 xyxy=(5,881,177,883)
answer-line: （包括熟语）的能力。A项，“不可或缺”指不能有一点儿缺少，使用正确；C项，“见仁见智”指对同一个问题，不同的人从不同的角度有不同的看法，使用正确；D项，“相得益彰”指两个人或两件事物互相配合， xyxy=(5,1519,177,1522)
answer-line: 故选B。用正确；D项，“相得益彰”指两个人或两件事物互相配合，双方的能力和作用更能显示出来，使用正确。故选B。有一点儿缺少，使用正确；C项，“见仁见智”指对同一个问题，不同的人从不同的角度有不 xyxy=(5,306,178,308)
answer-line: 合，双方的能力和作用更能显示出来，使用正确。故选B。个问题，不同的人从不同的角度有不同的看法，使用正确；D项，“相得益彰”指两个人或两件事物互相配合，双方的能力和作用更能显示出来，使用正确。故 xyxy=(5,1516,181,1518)
answer-line: 方的能力和作用更能显示出来，使用正确。故选B。，不同的人从不同的角度有不同的看法，使用正确；D项，“相得益彰”指两个人或两件事物互相配合，双方的能力和作用更能显示出来，使用正确。故选B。熟语） xyxy=(5,1372,181,1375)
section-title: 18、（吉林省长春市2020-2021学年高三上学期期末语文试题） xyxy=(5,841,60,844)
answer-line: 考查学生正确使用词语（包括熟语）的能力。A项，“不可或缺”指不能有一点儿缺少，使用正确；C项，“见仁见智”指对同一个问题，不同的人从不同的角度有不同的看法，使用正确；D项，“相得益彰”指两个人 xyxy=(5,1476,177,1478)
answer-line: 确。故选B。，使用正确；D项，“相得益彰”指两个人或两件事物互相配合，双方的能力和作用更能显示出来，使用正确。故选B。不能有一点儿缺少，使用正确；C项，“见仁见智”指对同一个问题，不同的人从不 xyxy=(5,933,178,935)
answer-line: 示出来，使用正确。故选B。度有不同的看法，使用正确；D项，“相得益彰”指两个人或两件事物互相配合，双方的能力和作用更能显示出来，使用正确。故选B。“不可或缺”指不能有一点儿缺少，使用正确；C项 xyxy=(5,441,178,444)
answer-line: ，“相得益彰”指两个人或两件事物互相配合，双方的能力和作用更能显示出来，使用正确。故选B。，使用正确；C项，“见仁见智”指对同一个问题，不同的人从不同的角度有不同的看法，使用正确；D项，“相得 xyxy=(5,19,178,21)
answer-line: 正确使用词语（包括熟语）的能力。A项，“不可或缺”指不能有一点儿缺少，使用正确；C项，“见仁见智”指对同一个问题，不同的人从不同的角度有不同的看法，使用正确；D项，“相得益彰”指两个人或两件事 xyxy=(5,1181,177,1183)
answer-line: 本题考查学生正确使用词语（包括熟语）的能力。A项，“不可或缺”指不能有一点儿缺少，使用正确；C项，“见仁见智”指对同一个问题，不同的人从不同的角度有不同的看法，使用正确；D项，“相得益彰”指两 xyxy=(5,1152,177,1155)
answer-line: 查学生正确使用词语（包括熟语）的能力。A项，“不可或缺”指不能有一点儿缺少，使用正确；C项，“见仁见智”指对同一个问题，不同的人从不同的角度有不同的看法，使用正确；D项，“相得益彰”指两个人或 xyxy=(5,374,177,376)
answer-line: 两件事物互相配合，双方的能力和作用更能显示出来，使用正确。故选B。见智”指对同一个问题，不同的人从不同的角度有不同的看法，使用正确；D项，“相得益彰”指两个人或两件事物互相配合，双方的能力和作 xyxy=(5,1328,180,1331)
answer-line: 配合，双方的能力和作用更能显示出来，使用正确。故选B。一个问题，不同的人从不同的角度有不同的看法，使用正确；D项，“相得益彰”指两个人或两件事物互相配合，双方的能力和作用更能显示出来，使用正确 xyxy=(5,1352,181,1355)
answer-line: 】本题考查学生正确使用词语（包括熟语）的能力。A项，“不可或缺”指不能有一点儿缺少，使用正确；C项，“见仁见智”指对同一个问题，不同的人从不同的角度有不同的看法，使用正确；D项，“相得益彰”指 xyxy=(5,353,177,356)
answer-line: 两个人或两件事物互相配合，双方的能力和作用更能显示出来，使用正确。故选B。，“见仁见智”指对同一个问题，不同的人从不同的角度有不同的看法，使用正确；D项，“相得益彰”指两个人或两件事物互相配合 xyxy=(5,358,180,360)
answer-line: 】 B 【解析】本题考查学生正确使用词语（包括熟语）的能力。A项，“不可或缺”指不能有一点儿缺少，使用正确；C项，“见仁见智”指对同一个问题，不同的人从不同的角度有不同的看法，使用正确；D项， xyxy=(5,1751,175,1754)
answer-line: 两件事物互相配合，双方的能力和作用更能显示出来，使用正确。故选B。见智”指对同一个问题，不同的人从不同的角度有不同的看法，使用正确；D项，“相得益彰”指两个人或两件事物互相配合，双方的能力和作 xyxy=(5,1643,180,1646)
answer-line: 用更能显示出来，使用正确。故选B。不同的角度有不同的看法，使用正确；D项，“相得益彰”指两个人或两件事物互相配合，双方的能力和作用更能显示出来，使用正确。故选B。。A项，“不可或缺”指不能有一 xyxy=(5,1068,178,1071)
answer-line: 彰”指两个人或两件事物互相配合，双方的能力和作用更能显示出来，使用正确。故选B。；C项，“见仁见智”指对同一个问题，不同的人从不同的角度有不同的看法，使用正确；D项，“相得益彰”指两个人或两件 xyxy=(5,1456,178,1458)
answer-line: 更能显示出来，使用正确。故选B。同的角度有不同的看法，使用正确；D项，“相得益彰”指两个人或两件事物互相配合，双方的能力和作用更能显示出来，使用正确。故选B。A项，“不可或缺”指不能有一点儿缺 xyxy=(5,278,178,280)
answer-line: 】本题考查学生正确使用词语（包括熟语）的能力。A项，“不可或缺”指不能有一点儿缺少，使用正确；C项，“见仁见智”指对同一个问题，不同的人从不同的角度有不同的看法，使用正确；D项，“相得益彰”指 xyxy=(5,669,177,672)
answer-line: 显示出来，使用正确。故选B。角度有不同的看法，使用正确；D项，“相得益彰”指两个人或两件事物互相配合，双方的能力和作用更能显示出来，使用正确。故选B。，“不可或缺”指不能有一点儿缺少，使用正确 xyxy=(5,1548,179,1550)
answer-line: 题考查学生正确使用词语（包括熟语）的能力。A项，“不可或缺”指不能有一点儿缺少，使用正确；C项，“见仁见智”指对同一个问题，不同的人从不同的角度有不同的看法，使用正确；D项，“相得益彰”指两个 xyxy=(5,677,177,679)
answer-line: 相得益彰”指两个人或两件事物互相配合，双方的能力和作用更能显示出来，使用正确。故选B。用正确；C项，“见仁见智”指对同一个问题，不同的人从不同的角度有不同的看法，使用正确；D项，“相得益彰”指 xyxy=(5,649,178,651)
answer-line: ，使用正确。故选B。同的看法，使用正确；D项，“相得益彰”指两个人或两件事物互相配合，双方的能力和作用更能显示出来，使用正确。故选B。或缺”指不能有一点儿缺少，使用正确；C项，“见仁见智”指对 xyxy=(5,605,178,608)
answer-line: 查学生正确使用词语（包括熟语）的能力。A项，“不可或缺”指不能有一点儿缺少，使用正确；C项，“见仁见智”指对同一个问题，不同的人从不同的角度有不同的看法，使用正确；D项，“相得益彰”指两个人或 xyxy=(5,1008,177,1011)
answer-line: 故选B。用正确；D项，“相得益彰”指两个人或两件事物互相配合，双方的能力和作用更能显示出来，使用正确。故选B。有一点儿缺少，使用正确；C项，“见仁见智”指对同一个问题，不同的人从不同的角度有不 xyxy=(5,617,178,619)
answer-line: 用词语（包括熟语）的能力。A项，“不可或缺”指不能有一点儿缺少，使用正确；C项，“见仁见智”指对同一个问题，不同的人从不同的角度有不同的看法，使用正确；D项，“相得益彰”指两个人或两件事物互相 xyxy=(5,717,177,720)
section-title: 29、（海南省海口市2020-2021学年高二上学期期末语文试题） xyxy=(5,1309,60,1311)
answer-line: B 【解析】本题考查学生正确使用词语（包括熟语）的能力。A项，“不可或缺”指不能有一点儿缺少，使用正确；C项，“见仁见智”指对同一个问题，不同的人从不同的角度有不同的看法，使用正确；D项，“相 xyxy=(5,1440,176,1442)
answer-line: 答案】 B 【解析】本题考查学生正确使用词语（包括熟语）的能力。A项，“不可或缺”指不能有一点儿缺少，使用正确；C项，“见仁见智”指对同一个问题，不同的人从不同的角度有不同的看法，使用正确；D xyxy=(5,473,175,476)
watermark xyxy=(185,2562,201,2567)
answer-line: 查学生正确使用词语（包括熟语）的能力。A项，“不可或缺”指不能有一点儿缺少，使用正确；C项，“见仁见智”指对同一个问题，不同的人从不同的角度有不同的看法，使用正确；D项，“相得益彰”指两个人或 xyxy=(5,689,177,692)
answer-line: 。；D项，“相得益彰”指两个人或两件事物互相配合，双方的能力和作用更能显示出来，使用正确。故选B。儿缺少，使用正确；C项，“见仁见智”指对同一个问题，不同的人从不同的角度有不同的看法，使用正确 xyxy=(5,1105,179,1107)
question-section xyxy=(5,785,198,841)
answer-line: ，双方的能力和作用更能显示出来，使用正确。故选B。问题，不同的人从不同的角度有不同的看法，使用正确；D项，“相得益彰”指两个人或两件事物互相配合，双方的能力和作用更能显示出来，使用正确。故选B xyxy=(5,102,181,105)
answer-line: 的能力和作用更能显示出来，使用正确。故选B。不同的人从不同的角度有不同的看法，使用正确；D项，“相得益彰”指两个人或两件事物互相配合，双方的能力和作用更能显示出来，使用正确。故选B。语）的能力 xyxy=(5,1528,181,1530)
answer-line: 本题考查学生正确使用词语（包括熟语）的能力。A项，“不可或缺”指不能有一点儿缺少，使用正确；C项，“见仁见智”指对同一个问题，不同的人从不同的角度有不同的看法，使用正确；D项，“相得益彰”指两 xyxy=(5,833,177,835)
answer-line: 两个人或两件事物互相配合，双方的能力和作用更能显示出来，使用正确。故选B。，“见仁见智”指对同一个问题，不同的人从不同的角度有不同的看法，使用正确；D项，“相得益彰”指两个人或两件事物互相配合 xyxy=(5,673,180,675)
answer-line: 案】 B 【解析】本题考查学生正确使用词语（包括熟语）的能力。A项，“不可或缺”指不能有一点儿缺少，使用正确；C项，“见仁见智”指对同一个问题，不同的人从不同的角度有不同的看法，使用正确；D项 xyxy=(5,1588,175,1590)
section-title: 2、（广东省东莞市2020-2021学年高二上学期期末语文试题） xyxy=(5,51,59,53)
answer-line: 】 B 【解析】本题考查学生正确使用词语（包括熟语）的能力。A项，“不可或缺”指不能有一点儿缺少，使用正确；C项，“见仁见智”指对同一个问题，不同的人从不同的角度有不同的看法，使用正确；D项， xyxy=(5,1116,175,1119)
answer-line: “相得益彰”指两个人或两件事物互相配合，双方的能力和作用更能显示出来，使用正确。故选B。使用正确；C项，“见仁见智”指对同一个问题，不同的人从不同的角度有不同的看法，使用正确；D项，“相得益彰 xyxy=(5,1436,178,1438)
answer-line: 来，使用正确。故选B。不同的看法，使用正确；D项，“相得益彰”指两个人或两件事物互相配合，双方的能力和作用更能显示出来，使用正确。故选B。可或缺”指不能有一点儿缺少，使用正确；C项，“见仁见智 xyxy=(5,765,178,768)
answer-line: 查学生正确使用词语（包括熟语）的能力。A项，“不可或缺”指不能有一点儿缺少，使用正确；C项，“见仁见智”指对同一个问题，不同的人从不同的角度有不同的看法，使用正确；D项，“相得益彰”指两个人或 xyxy=(5,66,177,69)
answer-line: 个人或两件事物互相配合，双方的能力和作用更能显示出来，使用正确。故选B。“见仁见智”指对同一个问题，不同的人从不同的角度有不同的看法，使用正确；D项，“相得益彰”指两个人或两件事物互相配合，双 xyxy=(5,1156,180,1159)
question-section xyxy=(5,749,198,785)
question-section xyxy=(5,1744,198,1779)
section-title: 12、（湖南省长沙市2020-2021学年高三上学期期末语文试题） xyxy=(5,598,60,600)
answer-line: “相得益彰”指两个人或两件事物互相配合，双方的能力和作用更能显示出来，使用正确。故选B。使用正确；C项，“见仁见智”指对同一个问题，不同的人从不同的角度有不同的看法，使用正确；D项，“相得益彰 xyxy=(5,1756,178,1758)
answer-line: ”指两个人或两件事物互相配合，双方的能力和作用更能显示出来，使用正确。故选B。C项，“见仁见智”指对同一个问题，不同的人从不同的角度有不同的看法，使用正确；D项，“相得益彰”指两个人或两件事物 xyxy=(5,1300,178,1302)
answer-line: 事物互相配合，双方的能力和作用更能显示出来，使用正确。故选B。”指对同一个问题，不同的人从不同的角度有不同的看法，使用正确；D项，“相得益彰”指两个人或两件事物互相配合，双方的能力和作用更能显 xyxy=(5,1336,180,1339)
answer-line: （包括熟语）的能力。A项，“不可或缺”指不能有一点儿缺少，使用正确；C项，“见仁见智”指对同一个问题，不同的人从不同的角度有不同的看法，使用正确；D项，“相得益彰”指两个人或两件事物互相配合， xyxy=(5,889,177,891)
answer-line: 考查学生正确使用词语（包括熟语）的能力。A项，“不可或缺”指不能有一点儿缺少，使用正确；C项，“见仁见智”指对同一个问题，不同的人从不同的角度有不同的看法，使用正确；D项，“相得益彰”指两个人 xyxy=(5,1160,177,1163)
question-section xyxy=(5,1580,198,1623)
answer-line: 相得益彰”指两个人或两件事物互相配合，双方的能力和作用更能显示出来，使用正确。故选B。用正确；C项，“见仁见智”指对同一个问题，不同的人从不同的角度有不同的看法，使用正确；D项，“相得益彰”指 xyxy=(5,1600,178,1602)
question-section xyxy=(5,3,198,50)
answer-line: 出来，使用正确。故选B。有不同的看法，使用正确；D项，“相得益彰”指两个人或两件事物互相配合，双方的能力和作用更能显示出来，使用正确。故选B。不可或缺”指不能有一点儿缺少，使用正确；C项，“见 xyxy=(5,1236,178,1239)
answer-line: 学生正确使用词语（包括熟语）的能力。A项，“不可或缺”指不能有一点儿缺少，使用正确；C项，“见仁见智”指对同一个问题，不同的人从不同的角度有不同的看法，使用正确；D项，“相得益彰”指两个人或两 xyxy=(5,1168,177,1171)
answer-line: 合，双方的能力和作用更能显示出来，使用正确。故选B。个问题，不同的人从不同的角度有不同的看法，使用正确；D项，“相得益彰”指两个人或两件事物互相配合，双方的能力和作用更能显示出来，使用正确。故 xyxy=(5,1200,181,1203)
answer-line: 或两件事物互相配合，双方的能力和作用更能显示出来，使用正确。故选B。仁见智”指对同一个问题，不同的人从不同的角度有不同的看法，使用正确；D项，“相得益彰”指两个人或两件事物互相配合，双方的能力 xyxy=(5,529,180,532)
watermark-text: 高中语 xyxy=(191,2563,201,2567)
answer-line: 语（包括熟语）的能力。A项，“不可或缺”指不能有一点儿缺少，使用正确；C项，“见仁见智”指对同一个问题，不同的人从不同的角度有不同的看法，使用正确；D项，“相得益彰”指两个人或两件事物互相配合 xyxy=(5,1675,177,1678)
section-title: 3、（江苏省南京市2020-2021学年高三上学期期末语文试题） xyxy=(5,118,59,121)
answer-line: 方的能力和作用更能显示出来，使用正确。故选B。，不同的人从不同的角度有不同的看法，使用正确；D项，“相得益彰”指两个人或两件事物互相配合，双方的能力和作用更能显示出来，使用正确。故选B。熟语） xyxy=(5,1687,181,1690)
section-title: 5、（山东省济南市2020-2021学年高二上学期期末语文试题） xyxy=(5,242,59,245)
answer-line: 用词语（包括熟语）的能力。A项，“不可或缺”指不能有一点儿缺少，使用正确；C项，“见仁见智”指对同一个问题，不同的人从不同的角度有不同的看法，使用正确；D项，“相得益彰”指两个人或两件事物互相 xyxy=(5,90,177,93)
answer-line: 析】本题考查学生正确使用词语（包括熟语）的能力。A项，“不可或缺”指不能有一点儿缺少，使用正确；C项，“见仁见智”指对同一个问题，不同的人从不同的角度有不同的看法，使用正确；D项，“相得益彰” xyxy=(5,198,177,200)
answer-line: 相配合，双方的能力和作用更能显示出来，使用正确。故选B。同一个问题，不同的人从不同的角度有不同的看法，使用正确；D项，“相得益彰”指两个人或两件事物互相配合，双方的能力和作用更能显示出来，使用 xyxy=(5,1508,181,1510)
answer-line: 确使用词语（包括熟语）的能力。A项，“不可或缺”指不能有一点儿缺少，使用正确；C项，“见仁见智”指对同一个问题，不同的人从不同的角度有不同的看法，使用正确；D项，“相得益彰”指两个人或两件事物 xyxy=(5,390,177,392)
question-section xyxy=(5,1089,198,1148)
section-title: 19、（河南省郑州市2020-2021学年高二上学期期末语文试题） xyxy=(5,877,60,880)
answer-line: 案】 B 【解析】本题考查学生正确使用词语（包括熟语）的能力。A项，“不可或缺”指不能有一点儿缺少，使用正确；C项，“见仁见智”指对同一个问题，不同的人从不同的角度有不同的看法，使用正确；D项 xyxy=(5,14,175,17)
answer-line: 。故选B。使用正确；D项，“相得益彰”指两个人或两件事物互相配合，双方的能力和作用更能显示出来，使用正确。故选B。能有一点儿缺少，使用正确；C项，“见仁见智”指对同一个问题，不同的人从不同的角 xyxy=(5,150,178,152)
answer-line: 物互相配合，双方的能力和作用更能显示出来，使用正确。故选B。指对同一个问题，不同的人从不同的角度有不同的看法，使用正确；D项，“相得益彰”指两个人或两件事物互相配合，双方的能力和作用更能显示出 xyxy=(5,545,181,548)
answer-line: 的能力和作用更能显示出来，使用正确。故选B。不同的人从不同的角度有不同的看法，使用正确；D项，“相得益彰”指两个人或两件事物互相配合，双方的能力和作用更能显示出来，使用正确。故选B。语）的能力 xyxy=(5,897,181,899)
answer-line: 配合，双方的能力和作用更能显示出来，使用正确。故选B。一个问题，不同的人从不同的角度有不同的看法，使用正确；D项，“相得益彰”指两个人或两件事物互相配合，双方的能力和作用更能显示出来，使用正确 xyxy=(5,1671,181,1674)
answer-line: 考查学生正确使用词语（包括熟语）的能力。A项，“不可或缺”指不能有一点儿缺少，使用正确；C项，“见仁见智”指对同一个问题，不同的人从不同的角度有不同的看法，使用正确；D项，“相得益彰”指两个人 xyxy=(5,1795,177,1798)
answer-line: 彰”指两个人或两件事物互相配合，双方的能力和作用更能显示出来，使用正确。故选B。；C项，“见仁见智”指对同一个问题，不同的人从不同的角度有不同的看法，使用正确；D项，“相得益彰”指两个人或两件 xyxy=(5,1136,178,1139)
answer-line: 】本题考查学生正确使用词语（包括熟语）的能力。A项，“不可或缺”指不能有一点儿缺少，使用正确；C项，“见仁见智”指对同一个问题，不同的人从不同的角度有不同的看法，使用正确；D项，“相得益彰”指 xyxy=(5,46,177,49)
answer-line: 答案】 B 【解析】本题考查学生正确使用词语（包括熟语）的能力。A项，“不可或缺”指不能有一点儿缺少，使用正确；C项，“见仁见智”指对同一个问题，不同的人从不同的角度有不同的看法，使用正确；D xyxy=(5,162,175,165)
question-section xyxy=(5,1700,198,1743)
answer-line: 使用正确。故选B。的看法，使用正确；D项，“相得益彰”指两个人或两件事物互相配合，双方的能力和作用更能显示出来，使用正确。故选B。缺”指不能有一点儿缺少，使用正确；C项，“见仁见智”指对同一个 xyxy=(5,1084,178,1087)
answer-line: （包括熟语）的能力。A项，“不可或缺”指不能有一点儿缺少，使用正确；C项，“见仁见智”指对同一个问题，不同的人从不同的角度有不同的看法，使用正确；D项，“相得益彰”指两个人或两件事物互相配合， xyxy=(5,258,177,260)
answer-line: 项，“相得益彰”指两个人或两件事物互相配合，双方的能力和作用更能显示出来，使用正确。故选B。少，使用正确；C项，“见仁见智”指对同一个问题，不同的人从不同的角度有不同的看法，使用正确；D项，“ xyxy=(5,1747,178,1750)
answer-line: 确使用词语（包括熟语）的能力。A项，“不可或缺”指不能有一点儿缺少，使用正确；C项，“见仁见智”指对同一个问题，不同的人从不同的角度有不同的看法，使用正确；D项，“相得益彰”指两个人或两件事物 xyxy=(5,1025,177,1027)
answer-line: 能力和作用更能显示出来，使用正确。故选B。同的人从不同的角度有不同的看法，使用正确；D项，“相得益彰”指两个人或两件事物互相配合，双方的能力和作用更能显示出来，使用正确。故选B。）的能力。A项 xyxy=(5,1376,180,1378)
answer-line: 出来，使用正确。故选B。有不同的看法，使用正确；D项，“相得益彰”指两个人或两件事物互相配合，双方的能力和作用更能显示出来，使用正确。故选B。不可或缺”指不能有一点儿缺少，使用正确；C项，“见 xyxy=(5,917,178,919)
answer-line: 【解析】本题考查学生正确使用词语（包括熟语）的能力。A项，“不可或缺”指不能有一点儿缺少，使用正确；C项，“见仁见智”指对同一个问题，不同的人从不同的角度有不同的看法，使用正确；D项，“相得 xyxy=(5,1604,176,1606)
answer-line: 事物互相配合，双方的能力和作用更能显示出来，使用正确。故选B。”指对同一个问题，不同的人从不同的角度有不同的看法，使用正确；D项，“相得益彰”指两个人或两件事物互相配合，双方的能力和作用更能显 xyxy=(5,78,180,81)
answer-line: 案】 B 【解析】本题考查学生正确使用词语（包括熟语）的能力。A项，“不可或缺”指不能有一点儿缺少，使用正确；C项，“见仁见智”指对同一个问题，不同的人从不同的角度有不同的看法，使用正确；D项 xyxy=(5,633,175,635)
section-title: 14、（辽宁省沈阳市2020-2021学年高三上学期期末语文试题） xyxy=(5,681,60,684)
answer-line: 能力和作用更能显示出来，使用正确。故选B。同的人从不同的角度有不同的看法，使用正确；D项，“相得益彰”指两个人或两件事物互相配合，双方的能力和作用更能显示出来，使用正确。故选B。）的能力。A项 xyxy=(5,425,180,428)
answer-line: 能力和作用更能显示出来，使用正确。故选B。同的人从不同的角度有不同的看法，使用正确；D项，“相得益彰”指两个人或两件事物互相配合，双方的能力和作用更能显示出来，使用正确。故选B。）的能力。A项 xyxy=(5,1061,180,1063)
answer-line: （包括熟语）的能力。A项，“不可或缺”指不能有一点儿缺少，使用正确；C项，“见仁见智”指对同一个问题，不同的人从不同的角度有不同的看法，使用正确；D项，“相得益彰”指两个人或两件事物互相配合， xyxy=(5,569,177,572)
answer-line: 【解析】本题考查学生正确使用词语（包括熟语）的能力。A项，“不可或缺”指不能有一点儿缺少，使用正确；C项，“见仁见智”指对同一个问题，不同的人从不同的角度有不同的看法，使用正确；D项，“相得 xyxy=(5,30,176,33)
answer-line: 项，“相得益彰”指两个人或两件事物互相配合，双方的能力和作用更能显示出来，使用正确。故选B。少，使用正确；C项，“见仁见智”指对同一个问题，不同的人从不同的角度有不同的看法，使用正确；D项，“ xyxy=(5,477,178,480)
answer-line: 正确使用词语（包括熟语）的能力。A项，“不可或缺”指不能有一点儿缺少，使用正确；C项，“见仁见智”指对同一个问题，不同的人从不同的角度有不同的看法，使用正确；D项，“相得益彰”指两个人或两件事 xyxy=(5,230,177,232)
answer-line: 互相配合，双方的能力和作用更能显示出来，使用正确。故选B。对同一个问题，不同的人从不同的角度有不同的看法，使用正确；D项，“相得益彰”指两个人或两件事物互相配合，双方的能力和作用更能显示出来， xyxy=(5,1664,181,1666)
answer-line: 物互相配合，双方的能力和作用更能显示出来，使用正确。故选B。指对同一个问题，不同的人从不同的角度有不同的看法，使用正确；D项，“相得益彰”指两个人或两件事物互相配合，双方的能力和作用更能显示出 xyxy=(5,1815,181,1818)
question-section xyxy=(5,1149,198,1176)
answer-line: ，“相得益彰”指两个人或两件事物互相配合，双方的能力和作用更能显示出来，使用正确。故选B。，使用正确；C项，“见仁见智”指对同一个问题，不同的人从不同的角度有不同的看法，使用正确；D项，“相得 xyxy=(5,325,178,328)
answer-line: 解析】本题考查学生正确使用词语（包括熟语）的能力。A项，“不可或缺”指不能有一点儿缺少，使用正确；C项，“见仁见智”指对同一个问题，不同的人从不同的角度有不同的看法，使用正确；D项，“相得益彰 xyxy=(5,1296,178,1299)
answer-line: 选B。正确；D项，“相得益彰”指两个人或两件事物互相配合，双方的能力和作用更能显示出来，使用正确。故选B。一点儿缺少，使用正确；C项，“见仁见智”指对同一个问题，不同的人从不同的角度有不同的看 xyxy=(5,1416,178,1419)
answer-line: 包括熟语）的能力。A项，“不可或缺”指不能有一点儿缺少，使用正确；C项，“见仁见智”指对同一个问题，不同的人从不同的角度有不同的看法，使用正确；D项，“相得益彰”指两个人或两件事物互相配合，双 xyxy=(5,1048,177,1051)
answer-line: “相得益彰”指两个人或两件事物互相配合，双方的能力和作用更能显示出来，使用正确。故选B。使用正确；C项，“见仁见智”指对同一个问题，不同的人从不同的角度有不同的看法，使用正确；D项，“相得益彰 xyxy=(5,805,178,808)
answer-line: 互相配合，双方的能力和作用更能显示出来，使用正确。故选B。对同一个问题，不同的人从不同的角度有不同的看法，使用正确；D项，“相得益彰”指两个人或两件事物互相配合，双方的能力和作用更能显示出来， xyxy=(5,1029,181,1031)
section-title: 8、（福建省福州市2020-2021学年高三上学期期末语文试题） xyxy=(5,402,59,405)
answer-line: 案】 B 【解析】本题考查学生正确使用词语（包括熟语）的能力。A项，“不可或缺”指不能有一点儿缺少，使用正确；C项，“见仁见智”指对同一个问题，不同的人从不同的角度有不同的看法，使用正确；D项 xyxy=(5,1272,175,1275)
answer-line: 学生正确使用词语（包括熟语）的能力。A项，“不可或缺”指不能有一点儿缺少，使用正确；C项，“见仁见智”指对同一个问题，不同的人从不同的角度有不同的看法，使用正确；D项，“相得益彰”指两个人或两 xyxy=(5,1484,177,1486)
answer-line: 解析】本题考查学生正确使用词语（包括熟语）的能力。A项，“不可或缺”指不能有一点儿缺少，使用正确；C项，“见仁见智”指对同一个问题，不同的人从不同的角度有不同的看法，使用正确；D项，“相得益彰 xyxy=(5,346,178,348)
answer-line: 或两件事物互相配合，双方的能力和作用更能显示出来，使用正确。故选B。仁见智”指对同一个问题，不同的人从不同的角度有不同的看法，使用正确；D项，“相得益彰”指两个人或两件事物互相配合，双方的能力 xyxy=(5,849,180,851)
question-section xyxy=(5,1052,198,1088)
answer-line: 项，“相得益彰”指两个人或两件事物互相配合，双方的能力和作用更能显示出来，使用正确。故选B。少，使用正确；C项，“见仁见智”指对同一个问题，不同的人从不同的角度有不同的看法，使用正确；D项，“ xyxy=(5,797,178,799)
answer-line: 析】本题考查学生正确使用词语（包括熟语）的能力。A项，“不可或缺”指不能有一点儿缺少，使用正确；C项，“见仁见智”指对同一个问题，不同的人从不同的角度有不同的看法，使用正确；D项，“相得益彰” xyxy=(5,509,177,512)
answer-line: 。故选B。使用正确；D项，“相得益彰”指两个人或两件事物互相配合，双方的能力和作用更能显示出来，使用正确。故选B。能有一点儿缺少，使用正确；C项，“见仁见智”指对同一个问题，不同的人从不同的角 xyxy=(5,1096,178,1099)
answer-line: 配合，双方的能力和作用更能显示出来，使用正确。故选B。一个问题，不同的人从不同的角度有不同的看法，使用正确；D项，“相得益彰”指两个人或两件事物互相配合，双方的能力和作用更能显示出来，使用正确 xyxy=(5,1036,181,1039)
answer-line: 使用词语（包括熟语）的能力。A项，“不可或缺”指不能有一点儿缺少，使用正确；C项，“见仁见智”指对同一个问题，不同的人从不同的角度有不同的看法，使用正确；D项，“相得益彰”指两个人或两件事物互 xyxy=(5,1188,177,1191)
answer-line: 用更能显示出来，使用正确。故选B。不同的角度有不同的看法，使用正确；D项，“相得益彰”指两个人或两件事物互相配合，双方的能力和作用更能显示出来，使用正确。故选B。。A项，“不可或缺”指不能有一 xyxy=(5,433,178,436)
answer-line: 得益彰”指两个人或两件事物互相配合，双方的能力和作用更能显示出来，使用正确。故选B。正确；C项，“见仁见智”指对同一个问题，不同的人从不同的角度有不同的看法，使用正确；D项，“相得益彰”指两个 xyxy=(5,1128,178,1131)
answer-line: 故选B。用正确；D项，“相得益彰”指两个人或两件事物互相配合，双方的能力和作用更能显示出来，使用正确。故选B。有一点儿缺少，使用正确；C项，“见仁见智”指对同一个问题，不同的人从不同的角度有不 xyxy=(5,1252,178,1255)
answer-line: B 【解析】本题考查学生正确使用词语（包括熟语）的能力。A项，“不可或缺”指不能有一点儿缺少，使用正确；C项，“见仁见智”指对同一个问题，不同的人从不同的角度有不同的看法，使用正确；D项，“ xyxy=(5,960,174,963)
answer-line: 正确。故选B。法，使用正确；D项，“相得益彰”指两个人或两件事物互相配合，双方的能力和作用更能显示出来，使用正确。故选B。指不能有一点儿缺少，使用正确；C项，“见仁见智”指对同一个问题，不同的 xyxy=(5,1408,178,1410)
answer-line: 出来，使用正确。故选B。有不同的看法，使用正确；D项，“相得益彰”指两个人或两件事物互相配合，双方的能力和作用更能显示出来，使用正确。故选B。不可或缺”指不能有一点儿缺少，使用正确；C项，“见 xyxy=(5,286,178,288)
answer-line: 两个人或两件事物互相配合，双方的能力和作用更能显示出来，使用正确。故选B。，“见仁见智”指对同一个问题，不同的人从不同的角度有不同的看法，使用正确；D项，“相得益彰”指两个人或两件事物互相配合 xyxy=(5,54,180,57)
answer-line: B 【解析】本题考查学生正确使用词语（包括熟语）的能力。A项，“不可或缺”指不能有一点儿缺少，使用正确；C项，“见仁见智”指对同一个问题，不同的人从不同的角度有不同的看法，使用正确；D项，“相 xyxy=(5,1759,176,1762)
